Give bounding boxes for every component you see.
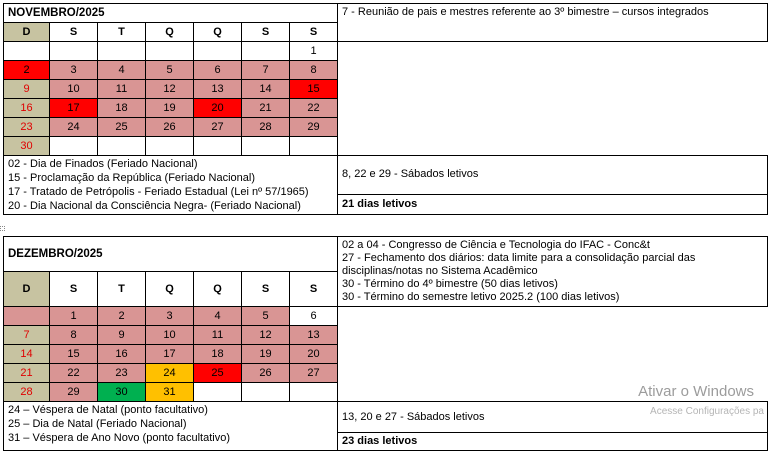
november-title: NOVEMBRO/2025	[4, 4, 338, 23]
empty-day-cell	[242, 42, 290, 61]
november-notes-right: 7 - Reunião de pais e mestres referente ao 3º bimestre – cursos integrados	[338, 4, 768, 42]
empty-day-cell	[98, 42, 146, 61]
day-cell: 7	[4, 326, 50, 345]
day-cell: 5	[146, 61, 194, 80]
weekday-header: S	[290, 272, 338, 307]
day-cell: 7	[242, 61, 290, 80]
day-cell: 12	[242, 326, 290, 345]
day-cell: 27	[194, 118, 242, 137]
week-row	[4, 137, 768, 156]
day-cell: 23	[98, 364, 146, 383]
december-calendar-table	[3, 236, 768, 451]
weekday-header: D	[4, 272, 50, 307]
day-cell: 11	[98, 80, 146, 99]
week-row	[4, 80, 768, 99]
day-cell: 1	[50, 307, 98, 326]
weekday-header: S	[50, 23, 98, 42]
week-row	[4, 326, 768, 345]
november-saturdays: 8, 22 e 29 - Sábados letivos	[338, 156, 768, 195]
day-cell: 25	[98, 118, 146, 137]
day-cell: 24	[50, 118, 98, 137]
december-title: DEZEMBRO/2025	[4, 237, 338, 272]
day-cell: 26	[146, 118, 194, 137]
day-cell: 13	[290, 326, 338, 345]
day-cell: 11	[194, 326, 242, 345]
day-cell: 2	[98, 307, 146, 326]
day-cell: 14	[4, 345, 50, 364]
day-cell: 8	[290, 61, 338, 80]
empty-day-cell	[4, 307, 50, 326]
day-cell: 9	[98, 326, 146, 345]
day-cell: 14	[242, 80, 290, 99]
day-cell: 21	[4, 364, 50, 383]
day-cell: 22	[50, 364, 98, 383]
holiday-note: 25 – Dia de Natal (Feriado Nacional)	[8, 418, 187, 430]
day-cell: 12	[146, 80, 194, 99]
day-cell: 18	[98, 99, 146, 118]
day-cell: 29	[50, 383, 98, 402]
day-cell: 31	[146, 383, 194, 402]
day-cell: 25	[194, 364, 242, 383]
week-row	[4, 99, 768, 118]
holiday-note: 15 - Proclamação da República (Feriado Nacional)	[8, 172, 256, 184]
day-cell: 28	[4, 383, 50, 402]
empty-day-cell	[50, 137, 98, 156]
weekday-header: Q	[194, 23, 242, 42]
december-holidays	[4, 402, 338, 451]
weekday-header: S	[50, 272, 98, 307]
day-cell: 18	[194, 345, 242, 364]
empty-day-cell	[50, 42, 98, 61]
holiday-note: 02 - Dia de Finados (Feriado Nacional)	[8, 158, 198, 170]
week-row	[4, 61, 768, 80]
day-cell: 9	[4, 80, 50, 99]
day-cell: 6	[290, 307, 338, 326]
day-cell: 21	[242, 99, 290, 118]
day-cell: 16	[4, 99, 50, 118]
empty-day-cell	[4, 42, 50, 61]
december-notes-right	[338, 237, 768, 307]
event-note: 30 - Término do semestre letivo 2025.2 (100 dias letivos)	[342, 291, 620, 303]
weekday-header: Q	[146, 23, 194, 42]
week-row	[4, 307, 768, 326]
day-cell: 30	[98, 383, 146, 402]
weekday-header: D	[4, 23, 50, 42]
day-cell: 16	[98, 345, 146, 364]
day-cell: 24	[146, 364, 194, 383]
empty-day-cell	[242, 383, 290, 402]
holiday-note: 31 – Véspera de Ano Novo (ponto facultativo)	[8, 432, 230, 444]
event-note: 02 a 04 - Congresso de Ciência e Tecnologia do IFAC - Conc&t	[342, 239, 650, 251]
windows-activation-subtext: Acesse Configurações pa	[650, 406, 764, 417]
november-school-days: 21 dias letivos	[338, 194, 768, 214]
december-saturdays: 13, 20 e 27 - Sábados letivos	[338, 402, 768, 433]
day-cell: 13	[194, 80, 242, 99]
day-cell: 17	[146, 345, 194, 364]
empty-day-cell	[98, 137, 146, 156]
day-cell: 4	[194, 307, 242, 326]
december-school-days: 23 dias letivos	[338, 433, 768, 451]
weekday-header: T	[98, 272, 146, 307]
weekday-header: Q	[194, 272, 242, 307]
day-cell: 19	[146, 99, 194, 118]
november-calendar-table	[3, 3, 768, 215]
event-note: 27 - Fechamento dos diários: data limite para a consolidação parcial das disciplinas/notas no Sistema Acadêmico	[342, 252, 696, 277]
weekday-header: S	[242, 272, 290, 307]
holiday-note: 24 – Véspera de Natal (ponto facultativo)	[8, 404, 208, 416]
windows-activation-watermark: Ativar o Windows	[638, 383, 754, 400]
empty-day-cell	[146, 137, 194, 156]
empty-day-cell	[146, 42, 194, 61]
empty-day-cell	[194, 137, 242, 156]
day-cell: 30	[4, 137, 50, 156]
week-row	[4, 345, 768, 364]
day-cell: 5	[242, 307, 290, 326]
day-cell: 10	[50, 80, 98, 99]
event-note: 30 - Término do 4º bimestre (50 dias letivos)	[342, 278, 558, 290]
day-cell: 19	[242, 345, 290, 364]
day-cell: 3	[146, 307, 194, 326]
day-cell: 6	[194, 61, 242, 80]
day-cell: 22	[290, 99, 338, 118]
day-cell: 23	[4, 118, 50, 137]
empty-day-cell	[290, 137, 338, 156]
holiday-note: 20 - Dia Nacional da Consciência Negra- (Feriado Nacional)	[8, 200, 301, 212]
week-row	[4, 364, 768, 383]
day-cell: 20	[194, 99, 242, 118]
day-cell: 3	[50, 61, 98, 80]
week-row	[4, 118, 768, 137]
day-cell: 8	[50, 326, 98, 345]
day-cell: 10	[146, 326, 194, 345]
empty-day-cell	[194, 42, 242, 61]
day-cell: 17	[50, 99, 98, 118]
table-anchor-icon	[0, 226, 5, 231]
day-cell: 2	[4, 61, 50, 80]
holiday-note: 17 - Tratado de Petrópolis - Feriado Estadual (Lei nº 57/1965)	[8, 186, 309, 198]
november-holidays	[4, 156, 338, 215]
day-cell: 27	[290, 364, 338, 383]
weekday-header: Q	[146, 272, 194, 307]
week-row	[4, 42, 768, 61]
empty-day-cell	[194, 383, 242, 402]
weekday-header: S	[290, 23, 338, 42]
empty-day-cell	[242, 137, 290, 156]
day-cell: 15	[50, 345, 98, 364]
day-cell: 15	[290, 80, 338, 99]
day-cell: 28	[242, 118, 290, 137]
day-cell: 26	[242, 364, 290, 383]
empty-day-cell	[290, 383, 338, 402]
day-cell: 4	[98, 61, 146, 80]
weekday-header: T	[98, 23, 146, 42]
day-cell: 1	[290, 42, 338, 61]
weekday-header: S	[242, 23, 290, 42]
day-cell: 29	[290, 118, 338, 137]
day-cell: 20	[290, 345, 338, 364]
